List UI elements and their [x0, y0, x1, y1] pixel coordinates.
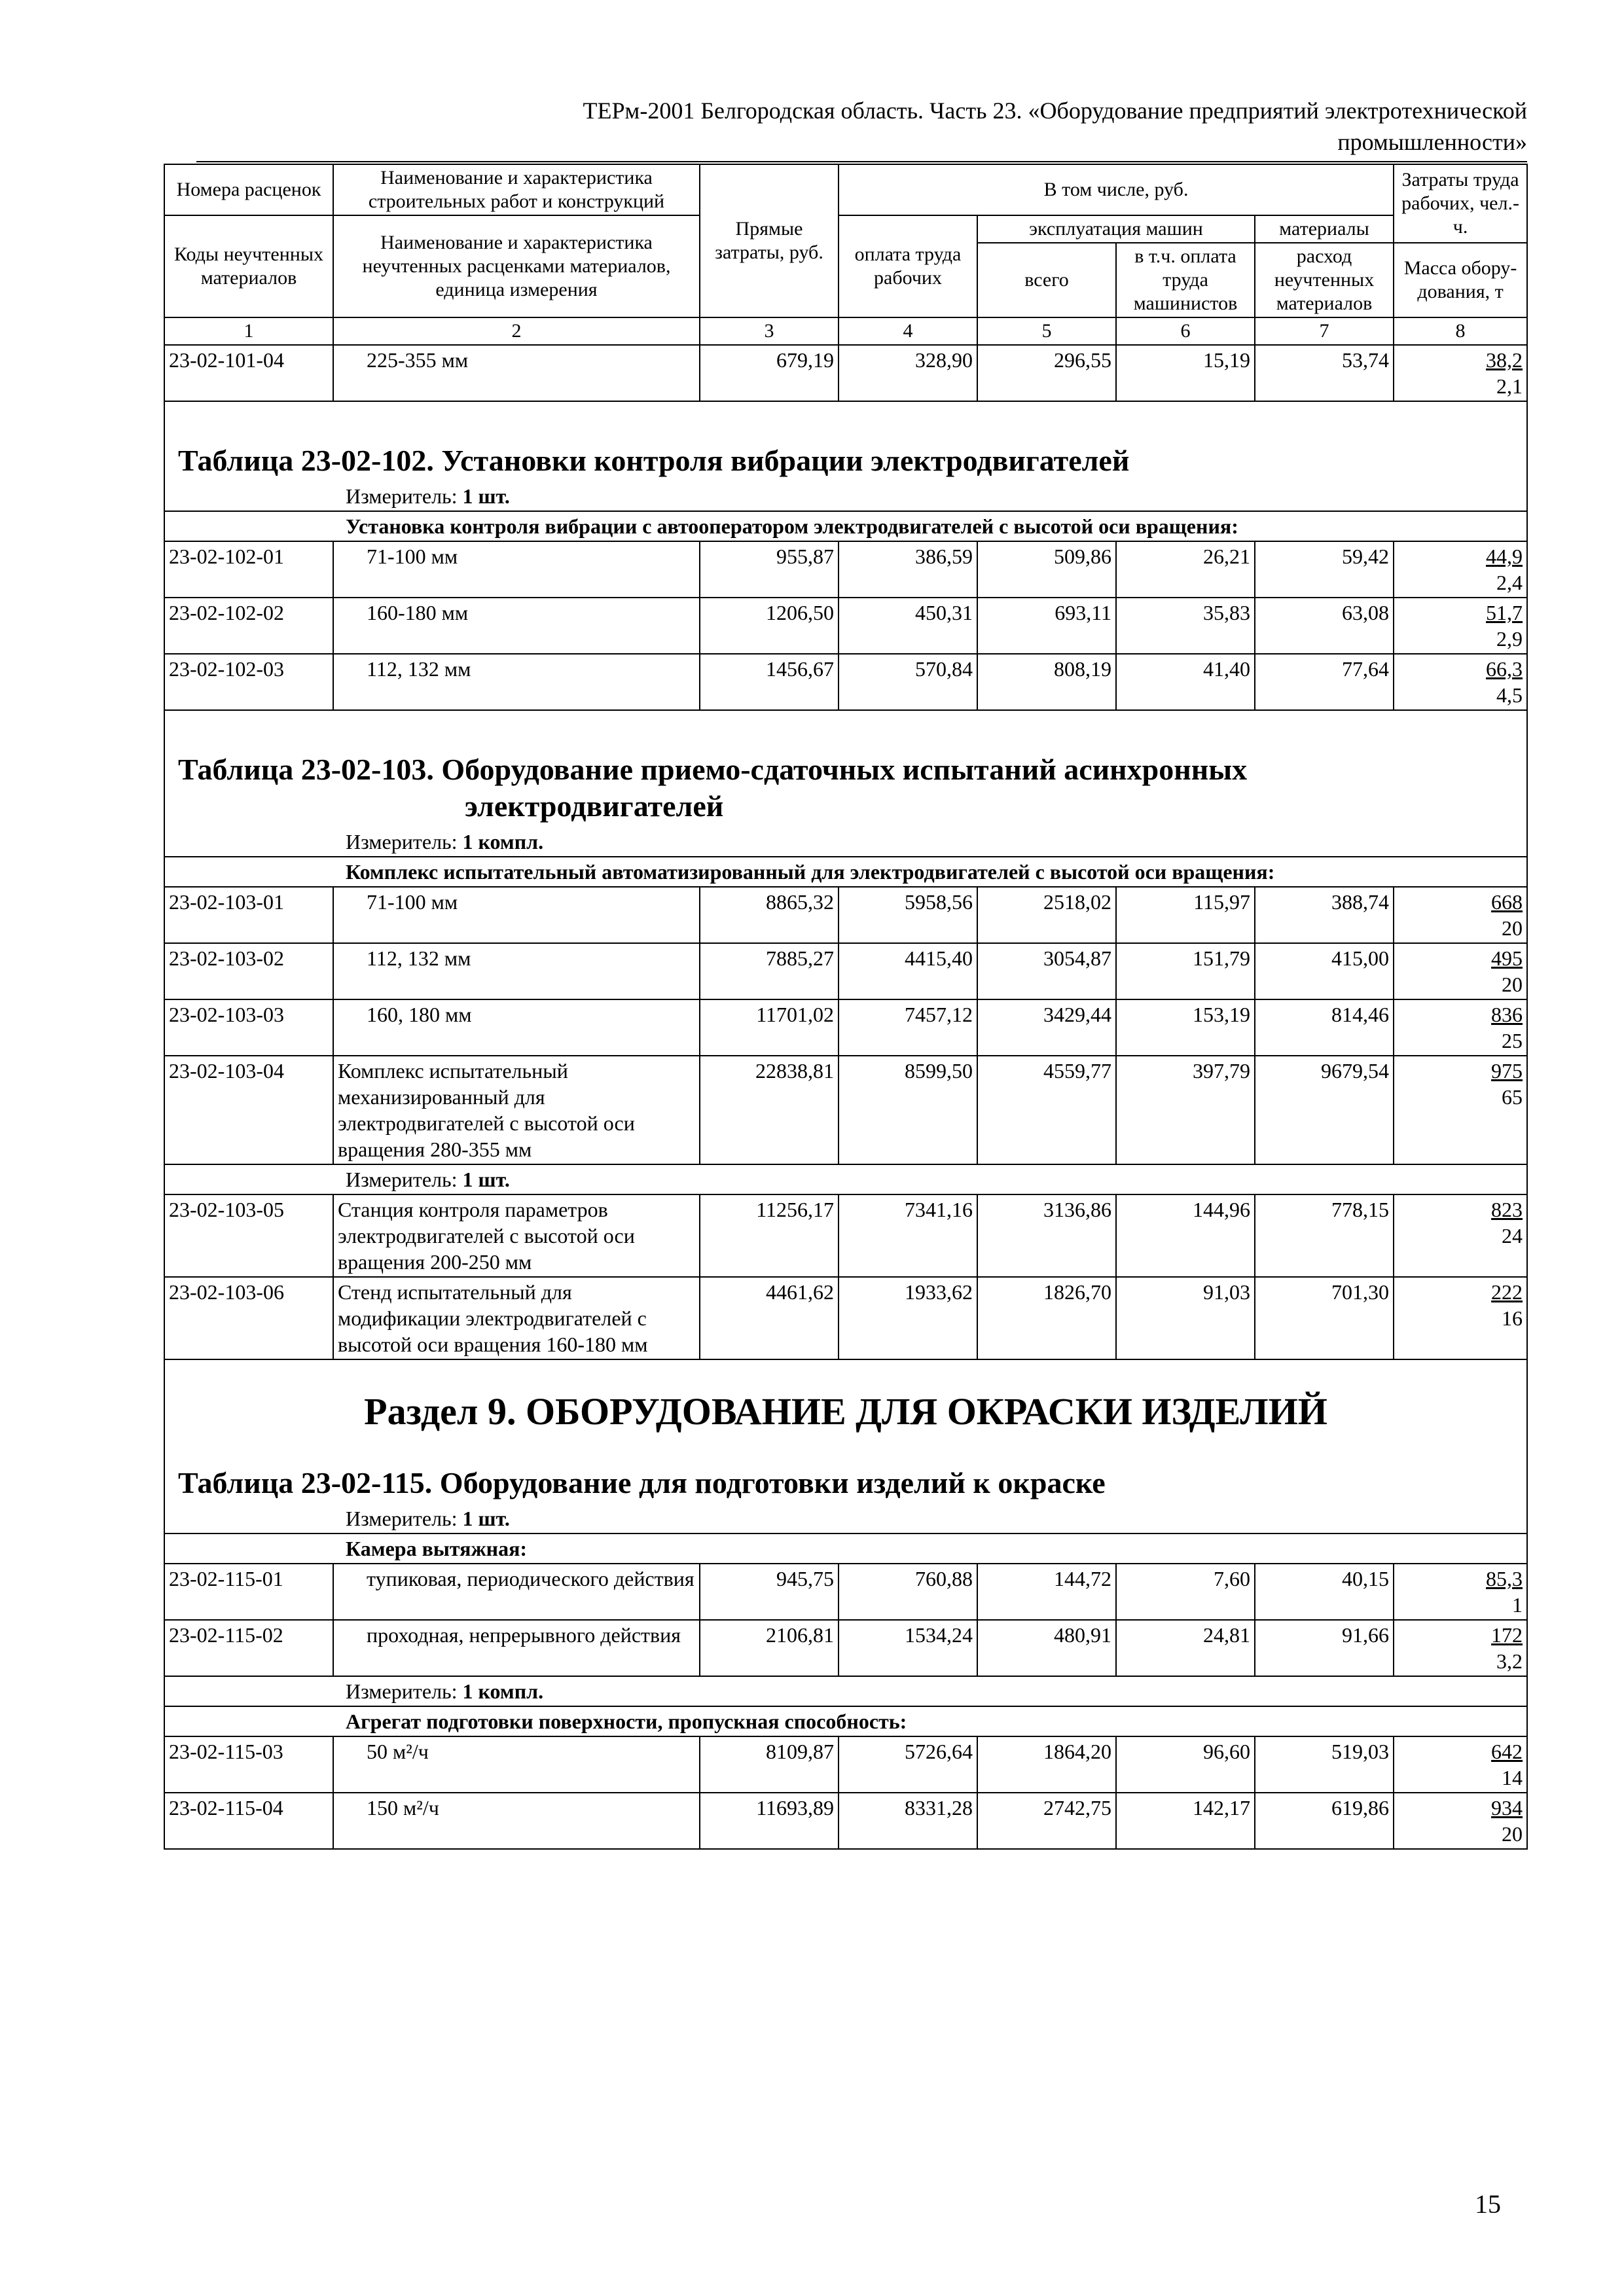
- rate-name: 112, 132 мм: [333, 654, 700, 710]
- col5-header: всего: [977, 243, 1116, 317]
- rate-code: 23-02-103-04: [164, 1056, 333, 1164]
- rate-code: 23-02-102-02: [164, 598, 333, 654]
- operator-pay: 24,81: [1116, 1620, 1255, 1676]
- table-row: [164, 999, 1527, 1056]
- materials: 778,15: [1255, 1194, 1394, 1277]
- group-title: Агрегат подготовки поверхности, пропускная способность:: [164, 1706, 1527, 1736]
- labor-and-mass: [1394, 1194, 1527, 1277]
- measure-value: 1 шт.: [462, 1507, 510, 1530]
- measure-label: Измеритель:: [346, 1679, 458, 1703]
- group-title: Комплекс испытательный автоматизированный для электродвигателей с высотой оси вращения:: [164, 857, 1527, 887]
- col8-bottom-header: Масса обору-дования, т: [1394, 243, 1527, 317]
- labor-and-mass: [1394, 1620, 1527, 1676]
- machines-total: 1826,70: [977, 1277, 1116, 1359]
- header-line-1: ТЕРм-2001 Белгородская область. Часть 23. «Оборудование предприятий электротехнической: [583, 98, 1527, 124]
- labor-hours: 836: [1491, 1003, 1523, 1026]
- equipment-mass: 24: [1502, 1224, 1523, 1247]
- measure-row: [164, 1504, 1527, 1534]
- labor-and-mass: [1394, 887, 1527, 943]
- table-115-title: Таблица 23-02-115. Оборудование для подготовки изделий к окраске: [164, 1461, 1527, 1504]
- equipment-mass: 3,2: [1496, 1649, 1523, 1673]
- labor-hours: 823: [1491, 1198, 1523, 1221]
- operator-pay: 7,60: [1116, 1564, 1255, 1620]
- labor-and-mass: [1394, 1793, 1527, 1849]
- measure-value: 1 шт.: [462, 1168, 510, 1191]
- measure-row: [164, 1676, 1527, 1706]
- worker-pay: 5726,64: [839, 1736, 977, 1793]
- table-head: [164, 164, 1527, 345]
- group-row: [164, 1534, 1527, 1564]
- operator-pay: 15,19: [1116, 345, 1255, 401]
- table-row: [164, 598, 1527, 654]
- rate-code: 23-02-115-04: [164, 1793, 333, 1849]
- table-103-title: [164, 747, 1527, 827]
- labor-hours: 222: [1491, 1280, 1523, 1304]
- group-row: [164, 1706, 1527, 1736]
- operator-pay: 144,96: [1116, 1194, 1255, 1277]
- equipment-mass: 14: [1502, 1766, 1523, 1789]
- worker-pay: 8331,28: [839, 1793, 977, 1849]
- materials: 91,66: [1255, 1620, 1394, 1676]
- measure-value: 1 компл.: [462, 830, 544, 853]
- equipment-mass: 20: [1502, 1822, 1523, 1846]
- equipment-mass: 2,9: [1496, 627, 1523, 651]
- labor-hours: 668: [1491, 890, 1523, 914]
- page-header: [196, 95, 1527, 158]
- operator-pay: 397,79: [1116, 1056, 1255, 1164]
- col2-bottom-header: Наименование и характеристика неучтенных расценками материалов, единица измерения: [333, 215, 700, 317]
- rate-code: 23-02-101-04: [164, 345, 333, 401]
- table-row: [164, 943, 1527, 999]
- labor-and-mass: [1394, 999, 1527, 1056]
- rate-code: 23-02-115-01: [164, 1564, 333, 1620]
- machines-total: 144,72: [977, 1564, 1116, 1620]
- direct-costs: 1456,67: [700, 654, 839, 710]
- table-row: [164, 654, 1527, 710]
- col1-bottom-header: Коды неучтенных материалов: [164, 215, 333, 317]
- equipment-mass: 25: [1502, 1029, 1523, 1052]
- table-row: [164, 541, 1527, 598]
- labor-hours: 934: [1491, 1796, 1523, 1820]
- worker-pay: 1933,62: [839, 1277, 977, 1359]
- rate-name: 160-180 мм: [333, 598, 700, 654]
- table-103-title-line-2: электродвигателей: [465, 789, 724, 823]
- rate-name: 150 м²/ч: [333, 1793, 700, 1849]
- table-title-row: [164, 439, 1527, 482]
- worker-pay: 8599,50: [839, 1056, 977, 1164]
- operator-pay: 153,19: [1116, 999, 1255, 1056]
- worker-pay: 1534,24: [839, 1620, 977, 1676]
- labor-and-mass: [1394, 598, 1527, 654]
- rate-code: 23-02-103-06: [164, 1277, 333, 1359]
- rate-code: 23-02-115-03: [164, 1736, 333, 1793]
- materials: 77,64: [1255, 654, 1394, 710]
- machines-total: 693,11: [977, 598, 1116, 654]
- labor-and-mass: [1394, 1277, 1527, 1359]
- column-number: 2: [333, 317, 700, 345]
- labor-hours: 51,7: [1486, 601, 1523, 624]
- materials: 619,86: [1255, 1793, 1394, 1849]
- labor-and-mass: [1394, 943, 1527, 999]
- page-number: 15: [1475, 2189, 1501, 2219]
- labor-and-mass: [1394, 1736, 1527, 1793]
- equipment-mass: 2,1: [1496, 374, 1523, 398]
- rate-name: 50 м²/ч: [333, 1736, 700, 1793]
- materials: 701,30: [1255, 1277, 1394, 1359]
- col2-top-header: Наименование и характеристика строительных работ и конструкций: [333, 164, 700, 215]
- table-row: [164, 1277, 1527, 1359]
- equipment-mass: 20: [1502, 973, 1523, 996]
- worker-pay: 570,84: [839, 654, 977, 710]
- col4-header: оплата труда рабочих: [839, 215, 977, 317]
- direct-costs: 2106,81: [700, 1620, 839, 1676]
- labor-hours: 66,3: [1486, 657, 1523, 681]
- materials: 63,08: [1255, 598, 1394, 654]
- group-row: [164, 857, 1527, 887]
- direct-costs: 945,75: [700, 1564, 839, 1620]
- rate-name: 112, 132 мм: [333, 943, 700, 999]
- operator-pay: 41,40: [1116, 654, 1255, 710]
- group-title: Установка контроля вибрации с автооператором электродвигателей с высотой оси вращения:: [164, 511, 1527, 541]
- machines-total: 3429,44: [977, 999, 1116, 1056]
- measure-row: [164, 482, 1527, 511]
- equipment-mass: 4,5: [1496, 683, 1523, 707]
- direct-costs: 679,19: [700, 345, 839, 401]
- direct-costs: 22838,81: [700, 1056, 839, 1164]
- equipment-mass: 1: [1512, 1593, 1523, 1617]
- labor-and-mass: [1394, 345, 1527, 401]
- section-title: Раздел 9. ОБОРУДОВАНИЕ ДЛЯ ОКРАСКИ ИЗДЕЛИЙ: [164, 1359, 1527, 1461]
- worker-pay: 7341,16: [839, 1194, 977, 1277]
- table-row: [164, 1620, 1527, 1676]
- direct-costs: 7885,27: [700, 943, 839, 999]
- rate-name: Станция контроля параметров электродвигателей с высотой оси вращения 200-250 мм: [333, 1194, 700, 1277]
- direct-costs: 4461,62: [700, 1277, 839, 1359]
- column-number: 1: [164, 317, 333, 345]
- column-number: 7: [1255, 317, 1394, 345]
- labor-hours: 44,9: [1486, 545, 1523, 568]
- operator-pay: 142,17: [1116, 1793, 1255, 1849]
- operator-pay: 26,21: [1116, 541, 1255, 598]
- including-header: В том числе, руб.: [839, 164, 1394, 215]
- rates-table: [164, 164, 1528, 1850]
- section-title-row: [164, 1359, 1527, 1461]
- labor-and-mass: [1394, 541, 1527, 598]
- rate-code: 23-02-103-02: [164, 943, 333, 999]
- machines-total: 480,91: [977, 1620, 1116, 1676]
- materials: 415,00: [1255, 943, 1394, 999]
- table-row: [164, 1736, 1527, 1793]
- machines-total: 509,86: [977, 541, 1116, 598]
- col6-header: в т.ч. оплата труда машинистов: [1116, 243, 1255, 317]
- group-row: [164, 511, 1527, 541]
- materials: 53,74: [1255, 345, 1394, 401]
- table-row: [164, 1056, 1527, 1164]
- worker-pay: 328,90: [839, 345, 977, 401]
- machines-total: 3054,87: [977, 943, 1116, 999]
- materials: 519,03: [1255, 1736, 1394, 1793]
- rate-code: 23-02-103-03: [164, 999, 333, 1056]
- worker-pay: 5958,56: [839, 887, 977, 943]
- labor-hours: 642: [1491, 1740, 1523, 1763]
- column-number: 5: [977, 317, 1116, 345]
- column-number: 4: [839, 317, 977, 345]
- rate-code: 23-02-103-05: [164, 1194, 333, 1277]
- equipment-mass: 20: [1502, 916, 1523, 940]
- direct-costs: 11256,17: [700, 1194, 839, 1277]
- equipment-mass: 65: [1502, 1085, 1523, 1109]
- machines-total: 3136,86: [977, 1194, 1116, 1277]
- measure-label: Измеритель:: [346, 1168, 458, 1191]
- table-row: [164, 1194, 1527, 1277]
- spacer-row: [164, 710, 1527, 747]
- machines-total: 2742,75: [977, 1793, 1116, 1849]
- measure-value: 1 шт.: [462, 484, 510, 508]
- header-line-2: промышленности»: [1337, 129, 1527, 155]
- machines-total: 2518,02: [977, 887, 1116, 943]
- group-title: Камера вытяжная:: [164, 1534, 1527, 1564]
- table-row: [164, 1793, 1527, 1849]
- table-row: [164, 345, 1527, 401]
- materials: 814,46: [1255, 999, 1394, 1056]
- rate-code: 23-02-102-01: [164, 541, 333, 598]
- machines-total: 808,19: [977, 654, 1116, 710]
- machines-total: 4559,77: [977, 1056, 1116, 1164]
- equipment-mass: 2,4: [1496, 571, 1523, 594]
- direct-costs: 8109,87: [700, 1736, 839, 1793]
- col3-header: Прямые затраты, руб.: [700, 164, 839, 317]
- table-title-row: [164, 747, 1527, 827]
- rate-name: Стенд испытательный для модификации электродвигателей с высотой оси вращения 160-180 мм: [333, 1277, 700, 1359]
- operator-pay: 96,60: [1116, 1736, 1255, 1793]
- direct-costs: 11693,89: [700, 1793, 839, 1849]
- labor-hours: 85,3: [1486, 1567, 1523, 1590]
- labor-and-mass: [1394, 1564, 1527, 1620]
- materials-header: материалы: [1255, 215, 1394, 243]
- rate-code: 23-02-102-03: [164, 654, 333, 710]
- col7-header: расход неучтенных материалов: [1255, 243, 1394, 317]
- measure-label: Измеритель:: [346, 484, 458, 508]
- labor-and-mass: [1394, 654, 1527, 710]
- labor-and-mass: [1394, 1056, 1527, 1164]
- rate-name: 160, 180 мм: [333, 999, 700, 1056]
- machines-header: эксплуатация машин: [977, 215, 1255, 243]
- materials: 40,15: [1255, 1564, 1394, 1620]
- measure-row: [164, 827, 1527, 857]
- labor-hours: 172: [1491, 1623, 1523, 1647]
- operator-pay: 151,79: [1116, 943, 1255, 999]
- measure-row: [164, 1164, 1527, 1194]
- materials: 59,42: [1255, 541, 1394, 598]
- measure-value: 1 компл.: [462, 1679, 544, 1703]
- rate-code: 23-02-115-02: [164, 1620, 333, 1676]
- measure-label: Измеритель:: [346, 830, 458, 853]
- worker-pay: 450,31: [839, 598, 977, 654]
- direct-costs: 8865,32: [700, 887, 839, 943]
- materials: 9679,54: [1255, 1056, 1394, 1164]
- table-title-row: [164, 1461, 1527, 1504]
- rate-name: Комплекс испытательный механизированный для электродвигателей с высотой оси вращения 280-355 мм: [333, 1056, 700, 1164]
- table-row: [164, 887, 1527, 943]
- direct-costs: 11701,02: [700, 999, 839, 1056]
- column-number: 3: [700, 317, 839, 345]
- machines-total: 296,55: [977, 345, 1116, 401]
- labor-hours: 38,2: [1486, 348, 1523, 372]
- table-row: [164, 1564, 1527, 1620]
- operator-pay: 91,03: [1116, 1277, 1255, 1359]
- column-number: 8: [1394, 317, 1527, 345]
- worker-pay: 4415,40: [839, 943, 977, 999]
- direct-costs: 1206,50: [700, 598, 839, 654]
- rate-code: 23-02-103-01: [164, 887, 333, 943]
- spacer-row: [164, 401, 1527, 439]
- column-number: 6: [1116, 317, 1255, 345]
- rate-name: 71-100 мм: [333, 541, 700, 598]
- rate-name: проходная, непрерывного действия: [333, 1620, 700, 1676]
- operator-pay: 115,97: [1116, 887, 1255, 943]
- equipment-mass: 16: [1502, 1306, 1523, 1330]
- rate-name: 225-355 мм: [333, 345, 700, 401]
- labor-hours: 975: [1491, 1059, 1523, 1083]
- rates-table-wrapper: [164, 164, 1526, 1850]
- materials: 388,74: [1255, 887, 1394, 943]
- direct-costs: 955,87: [700, 541, 839, 598]
- worker-pay: 386,59: [839, 541, 977, 598]
- column-numbers-row: [164, 317, 1527, 345]
- rate-name: 71-100 мм: [333, 887, 700, 943]
- col8-top-header: Затраты труда рабочих, чел.-ч.: [1394, 164, 1527, 243]
- labor-hours: 495: [1491, 946, 1523, 970]
- table-103-title-line-1: Таблица 23-02-103. Оборудование приемо-сдаточных испытаний асинхронных: [178, 753, 1248, 786]
- col1-top-header: Номера расценок: [164, 164, 333, 215]
- header-rule: [196, 161, 1527, 162]
- worker-pay: 760,88: [839, 1564, 977, 1620]
- machines-total: 1864,20: [977, 1736, 1116, 1793]
- table-102-title: Таблица 23-02-102. Установки контроля вибрации электродвигателей: [164, 439, 1527, 482]
- rate-name: тупиковая, периодического действия: [333, 1564, 700, 1620]
- measure-label: Измеритель:: [346, 1507, 458, 1530]
- operator-pay: 35,83: [1116, 598, 1255, 654]
- worker-pay: 7457,12: [839, 999, 977, 1056]
